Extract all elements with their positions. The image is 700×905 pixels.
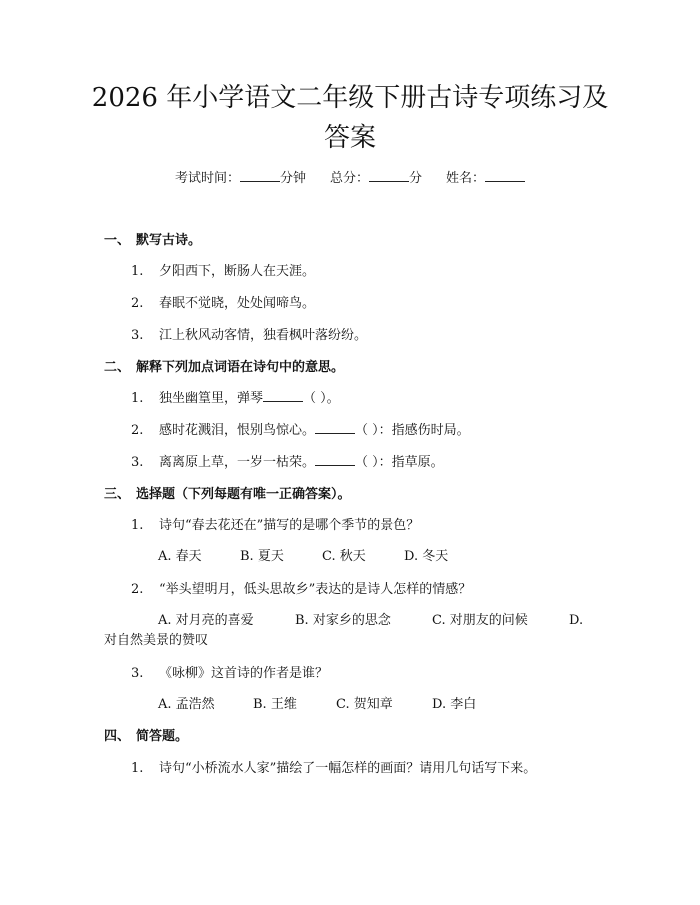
title-line-1: 2026 年小学语文二年级下册古诗专项练习及 <box>91 83 609 113</box>
item-text: 独坐幽篁里，弹琴 <box>159 391 264 406</box>
list-item <box>131 326 367 346</box>
item-number: 1. <box>131 761 144 776</box>
section-heading-2 <box>104 358 344 378</box>
item-number: 3. <box>131 455 144 470</box>
score-blank[interactable] <box>369 168 409 182</box>
options-row <box>158 547 448 567</box>
section-number: 一、 <box>104 233 131 248</box>
item-text-tail: （ ）。 <box>303 391 340 406</box>
time-unit: 分钟 <box>279 171 306 186</box>
list-item <box>131 262 315 282</box>
section-number: 二、 <box>104 360 131 375</box>
option-c[interactable]: C. 贺知章 <box>336 697 393 712</box>
option-b[interactable]: B. 夏天 <box>240 549 284 564</box>
question-number: 3. <box>131 666 144 681</box>
option-d-wrap[interactable]: 对自然美景的赞叹 <box>104 633 209 648</box>
item-number: 3. <box>131 328 144 343</box>
list-item <box>131 453 444 473</box>
answer-blank[interactable] <box>315 453 355 466</box>
item-text-tail: （ ）：指草原。 <box>355 455 444 470</box>
section-title: 简答题。 <box>136 729 189 744</box>
list-item <box>131 421 470 441</box>
score-label: 总分： <box>329 171 369 186</box>
option-c[interactable]: C. 对朋友的问候 <box>432 613 528 628</box>
section-heading-1 <box>104 231 201 251</box>
page-title <box>70 78 630 158</box>
section-heading-4 <box>104 727 188 747</box>
exam-meta <box>0 168 700 189</box>
time-blank[interactable] <box>240 168 280 182</box>
option-b[interactable]: B. 王维 <box>253 697 297 712</box>
answer-blank[interactable] <box>263 389 303 402</box>
list-item <box>131 759 536 779</box>
question-number: 1. <box>131 518 144 533</box>
question <box>131 664 328 684</box>
list-item <box>131 389 340 409</box>
title-line-2: 答案 <box>323 123 376 153</box>
question <box>131 580 471 600</box>
score-unit: 分 <box>409 171 423 186</box>
section-title: 默写古诗。 <box>136 233 202 248</box>
options-row <box>158 695 476 715</box>
item-text: 江上秋风动客情，独看枫叶落纷纷。 <box>159 328 368 343</box>
time-label: 考试时间： <box>174 171 240 186</box>
item-text: 离离原上草，一岁一枯荣。 <box>159 455 316 470</box>
question-text: 诗句“春去花还在”描写的是哪个季节的景色？ <box>159 518 420 533</box>
item-text: 诗句“小桥流水人家”描绘了一幅怎样的画面？请用几句话写下来。 <box>159 761 537 776</box>
section-heading-3 <box>104 485 351 505</box>
section-number: 四、 <box>104 729 131 744</box>
section-title: 解释下列加点词语在诗句中的意思。 <box>136 360 345 375</box>
option-d[interactable]: D. 冬天 <box>404 549 449 564</box>
question-text: 《咏柳》这首诗的作者是谁？ <box>159 666 329 681</box>
item-number: 1. <box>131 391 144 406</box>
item-number: 2. <box>131 296 144 311</box>
options-row <box>158 611 583 631</box>
item-text: 春眠不觉晓，处处闻啼鸟。 <box>159 296 316 311</box>
option-a[interactable]: A. 对月亮的喜爱 <box>158 613 254 628</box>
item-number: 2. <box>131 423 144 438</box>
name-blank[interactable] <box>485 168 525 182</box>
section-title: 选择题（下列每题有唯一正确答案）。 <box>136 487 351 502</box>
option-a[interactable]: A. 春天 <box>158 549 202 564</box>
option-a[interactable]: A. 孟浩然 <box>158 697 215 712</box>
question-number: 2. <box>131 582 144 597</box>
item-text: 感时花溅泪，恨别鸟惊心。 <box>159 423 316 438</box>
option-d-label[interactable]: D. <box>569 613 584 628</box>
item-text: 夕阳西下，断肠人在天涯。 <box>159 264 316 279</box>
item-number: 1. <box>131 264 144 279</box>
option-c[interactable]: C. 秋天 <box>322 549 366 564</box>
option-b[interactable]: B. 对家乡的思念 <box>295 613 391 628</box>
question <box>131 516 419 536</box>
section-number: 三、 <box>104 487 131 502</box>
item-text-tail: （ ）：指感伤时局。 <box>355 423 470 438</box>
answer-blank[interactable] <box>315 421 355 434</box>
name-label: 姓名： <box>446 171 486 186</box>
question-text: “举头望明月，低头思故乡”表达的是诗人怎样的情感？ <box>159 582 472 597</box>
list-item <box>131 294 315 314</box>
option-d[interactable]: D. 李白 <box>432 697 477 712</box>
